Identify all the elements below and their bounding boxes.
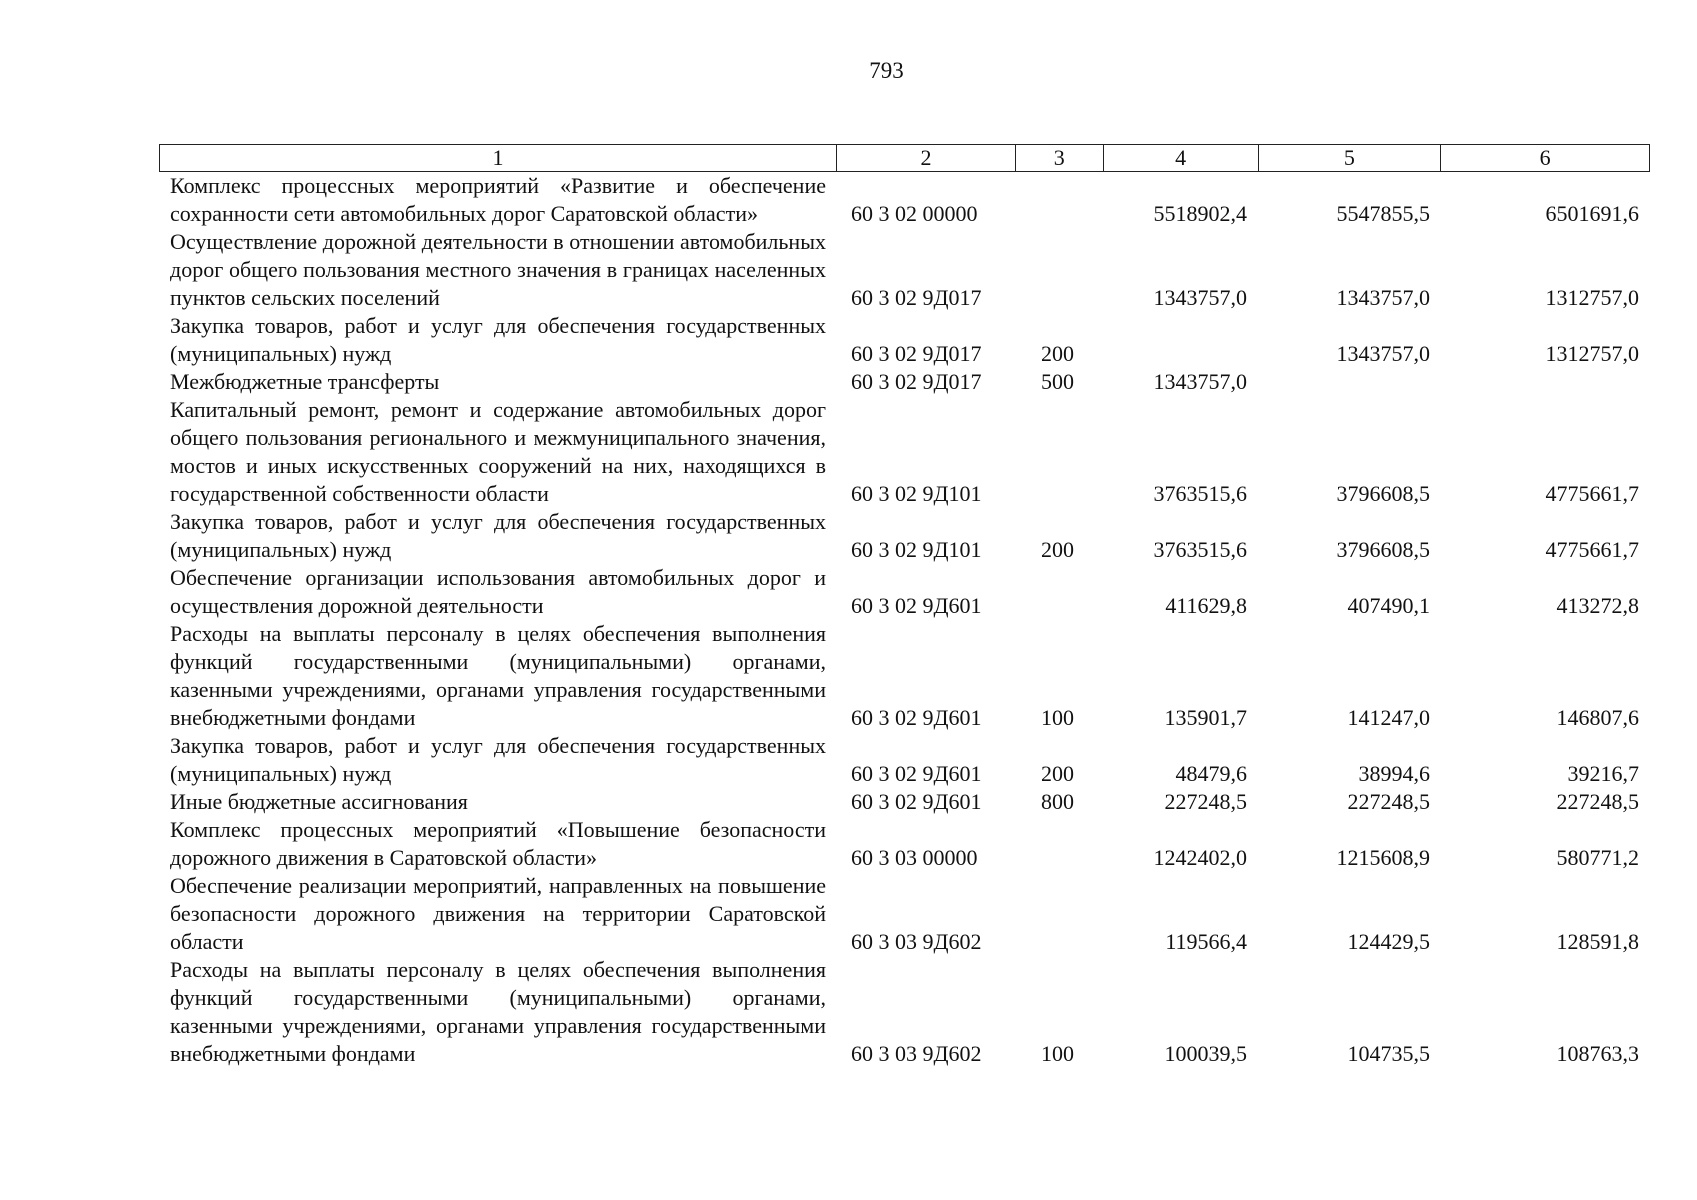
row-name: Закупка товаров, работ и услуг для обеспечения государственных (муниципальных) нужд bbox=[170, 313, 826, 366]
row-expense-type: 100 bbox=[1041, 705, 1074, 730]
row-target-code: 60 3 02 9Д101 bbox=[851, 537, 982, 562]
row-expense-type: 200 bbox=[1041, 341, 1074, 366]
table-row bbox=[159, 732, 1650, 788]
row-value-col-5: 227248,5 bbox=[1347, 789, 1430, 814]
row-value-col-4: 100039,5 bbox=[1164, 1041, 1247, 1066]
row-value-col-6: 227248,5 bbox=[1556, 789, 1639, 814]
row-value-col-4: 411629,8 bbox=[1165, 593, 1247, 618]
table-row bbox=[159, 564, 1650, 620]
row-name: Капитальный ремонт, ремонт и содержание автомобильных дорог общего пользования регионального и межмуниципального значения, мостов и иных искусственных сооружений на них, находящихся в государственной собственности области bbox=[170, 397, 826, 506]
row-expense-type: 200 bbox=[1041, 761, 1074, 786]
row-value-col-5: 124429,5 bbox=[1347, 929, 1430, 954]
row-target-code: 60 3 02 9Д601 bbox=[851, 593, 982, 618]
header-col-6: 6 bbox=[1440, 145, 1649, 171]
row-value-col-5: 3796608,5 bbox=[1336, 537, 1430, 562]
table-row bbox=[159, 368, 1650, 396]
row-target-code: 60 3 02 00000 bbox=[851, 201, 978, 226]
header-col-4: 4 bbox=[1103, 145, 1258, 171]
row-target-code: 60 3 02 9Д101 bbox=[851, 481, 982, 506]
row-target-code: 60 3 03 9Д602 bbox=[851, 929, 982, 954]
row-name: Комплекс процессных мероприятий «Повышение безопасности дорожного движения в Саратовской области» bbox=[170, 817, 826, 870]
row-name: Комплекс процессных мероприятий «Развитие и обеспечение сохранности сети автомобильных дорог Саратовской области» bbox=[170, 173, 826, 226]
table-row bbox=[159, 228, 1650, 312]
table-row bbox=[159, 872, 1650, 956]
row-value-col-4: 3763515,6 bbox=[1153, 481, 1247, 506]
table-row bbox=[159, 620, 1650, 732]
row-target-code: 60 3 02 9Д601 bbox=[851, 789, 982, 814]
table-row bbox=[159, 312, 1650, 368]
row-name: Расходы на выплаты персоналу в целях обеспечения выполнения функций государственными (муниципальными) органами, казенными учреждениями, органами управления государственными внебюджетными фондами bbox=[170, 957, 826, 1066]
table-row bbox=[159, 396, 1650, 508]
row-value-col-6: 4775661,7 bbox=[1545, 481, 1639, 506]
row-name: Межбюджетные трансферты bbox=[170, 369, 440, 394]
row-value-col-4: 48479,6 bbox=[1175, 761, 1247, 786]
row-value-col-6: 6501691,6 bbox=[1545, 201, 1639, 226]
row-expense-type: 100 bbox=[1041, 1041, 1074, 1066]
budget-table bbox=[159, 144, 1650, 1068]
table-row bbox=[159, 788, 1650, 816]
row-value-col-5: 407490,1 bbox=[1347, 593, 1430, 618]
row-value-col-4: 119566,4 bbox=[1165, 929, 1247, 954]
row-value-col-4: 1242402,0 bbox=[1153, 845, 1247, 870]
row-value-col-4: 3763515,6 bbox=[1153, 537, 1247, 562]
row-value-col-5: 141247,0 bbox=[1347, 705, 1430, 730]
row-value-col-5: 1343757,0 bbox=[1336, 341, 1430, 366]
row-expense-type: 800 bbox=[1041, 789, 1074, 814]
table-row bbox=[159, 956, 1650, 1068]
row-target-code: 60 3 03 00000 bbox=[851, 845, 978, 870]
row-value-col-4: 227248,5 bbox=[1164, 789, 1247, 814]
row-value-col-4: 135901,7 bbox=[1164, 705, 1247, 730]
row-expense-type: 500 bbox=[1041, 369, 1074, 394]
row-value-col-5: 3796608,5 bbox=[1336, 481, 1430, 506]
table-header bbox=[159, 144, 1650, 172]
table-body bbox=[159, 172, 1650, 1068]
header-col-1: 1 bbox=[492, 145, 504, 170]
row-value-col-6: 1312757,0 bbox=[1545, 341, 1639, 366]
row-name: Иные бюджетные ассигнования bbox=[170, 789, 468, 814]
row-value-col-6: 4775661,7 bbox=[1545, 537, 1639, 562]
row-target-code: 60 3 02 9Д601 bbox=[851, 705, 982, 730]
table-row bbox=[159, 172, 1650, 228]
header-col-3: 3 bbox=[1015, 145, 1103, 171]
table-row bbox=[159, 816, 1650, 872]
row-value-col-4: 1343757,0 bbox=[1153, 369, 1247, 394]
row-name: Закупка товаров, работ и услуг для обеспечения государственных (муниципальных) нужд bbox=[170, 733, 826, 786]
row-name: Осуществление дорожной деятельности в отношении автомобильных дорог общего пользования местного значения в границах населенных пунктов сельских поселений bbox=[170, 229, 826, 310]
row-target-code: 60 3 02 9Д017 bbox=[851, 341, 982, 366]
table-row bbox=[159, 508, 1650, 564]
row-value-col-4: 5518902,4 bbox=[1153, 201, 1247, 226]
row-value-col-5: 5547855,5 bbox=[1336, 201, 1430, 226]
row-value-col-5: 1343757,0 bbox=[1336, 285, 1430, 310]
row-expense-type: 200 bbox=[1041, 537, 1074, 562]
row-value-col-6: 39216,7 bbox=[1567, 761, 1639, 786]
row-name: Обеспечение организации использования автомобильных дорог и осуществления дорожной деятельности bbox=[170, 565, 826, 618]
row-target-code: 60 3 02 9Д601 bbox=[851, 761, 982, 786]
row-value-col-5: 104735,5 bbox=[1347, 1041, 1430, 1066]
row-value-col-5: 38994,6 bbox=[1358, 761, 1430, 786]
header-col-2: 2 bbox=[836, 145, 1015, 171]
row-value-col-6: 580771,2 bbox=[1556, 845, 1639, 870]
page-number: 793 bbox=[869, 58, 904, 83]
header-col-5: 5 bbox=[1258, 145, 1441, 171]
row-target-code: 60 3 02 9Д017 bbox=[851, 285, 982, 310]
row-target-code: 60 3 03 9Д602 bbox=[851, 1041, 982, 1066]
row-value-col-6: 1312757,0 bbox=[1545, 285, 1639, 310]
row-value-col-6: 413272,8 bbox=[1556, 593, 1639, 618]
row-value-col-4: 1343757,0 bbox=[1153, 285, 1247, 310]
row-value-col-5: 1215608,9 bbox=[1336, 845, 1430, 870]
row-target-code: 60 3 02 9Д017 bbox=[851, 369, 982, 394]
row-name: Обеспечение реализации мероприятий, направленных на повышение безопасности дорожного движения на территории Саратовской области bbox=[170, 873, 826, 954]
row-name: Расходы на выплаты персоналу в целях обеспечения выполнения функций государственными (муниципальными) органами, казенными учреждениями, органами управления государственными внебюджетными фондами bbox=[170, 621, 826, 730]
row-value-col-6: 128591,8 bbox=[1556, 929, 1639, 954]
row-value-col-6: 108763,3 bbox=[1556, 1041, 1639, 1066]
row-value-col-6: 146807,6 bbox=[1556, 705, 1639, 730]
row-name: Закупка товаров, работ и услуг для обеспечения государственных (муниципальных) нужд bbox=[170, 509, 826, 562]
